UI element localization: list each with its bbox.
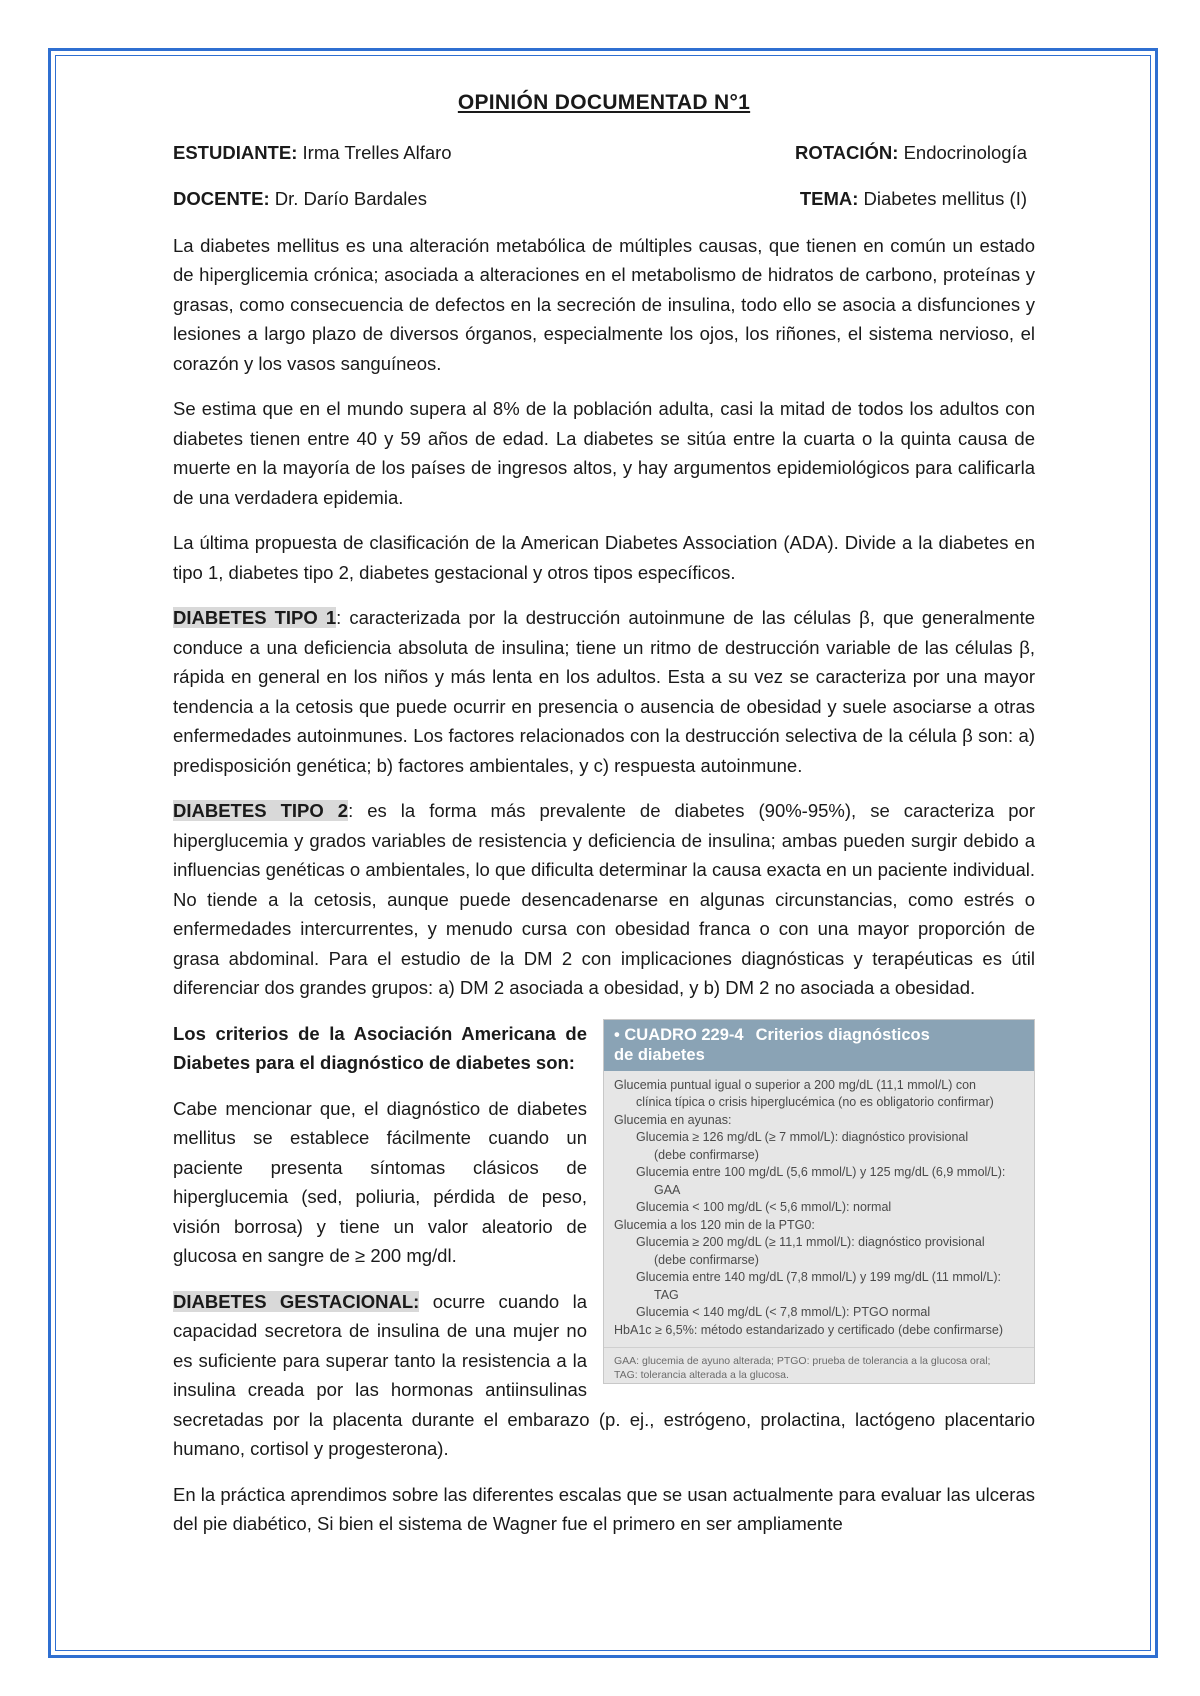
figure-footnote-line: GAA: glucemia de ayuno alterada; PTGO: prueba de tolerancia a la glucosa oral; [614,1355,991,1367]
paragraph-criteria: Cabe mencionar que, el diagnóstico de diabetes mellitus se establece fácilmente cuando un paciente presenta síntomas clásicos de hiperglucemia (sed, poliuria, pérdida de peso, visión borrosa) y tiene un valor aleatorio de glucosa en sangre de ≥ 200 mg/dl. [173,1097,587,1266]
figure-line: (debe confirmarse) [654,1252,759,1267]
figure-line: Glucemia < 140 mg/dL (< 7,8 mmol/L): PTGO normal [636,1305,931,1319]
gestational-label: DIABETES GESTACIONAL: [173,1290,420,1312]
figure-title: Criterios diagnósticos [755,1025,930,1044]
figure-line: (debe confirmarse) [654,1147,759,1162]
paragraph-classification: La última propuesta de clasificación de la American Diabetes Association (ADA). Divide a la diabetes en tipo 1, diabetes tipo 2, diabetes gestacional y otros tipos específicos. [173,532,1035,583]
figure-line: TAG [654,1287,679,1302]
figure-line: Glucemia ≥ 200 mg/dL (≥ 11,1 mmol/L): diagnóstico provisional [636,1235,985,1249]
document-title: OPINIÓN DOCUMENTAD N°1 [457,91,751,114]
student-field [173,138,452,168]
figure-line: Glucemia entre 100 mg/dL (5,6 mmol/L) y 125 mg/dL (6,9 mmol/L): [636,1165,1006,1179]
topic-label: TEMA: [799,188,859,209]
criteria-section [173,1019,1035,1480]
type-2-text: : es la forma más prevalente de diabetes (90%-95%), se caracteriza por hiperglucemia y grados variables de resistencia y deficiencia de insulina; ambas pueden surgir debido a influencias genéticas o ambientales, lo que dificulta determinar la causa exacta en un paciente individual. No tiende a la cetosis, aunque puede desencadenarse en algunas circunstancias, como estrés o enfermedades intercurrentes, y menudo cursa con obesidad franca o con una mayor proporción de grasa abdominal. Para el estudio de la DM 2 con implicaciones diagnósticas y terapéuticas es útil diferenciar dos grandes grupos: a) DM 2 asociada a obesidad, y b) DM 2 no asociada a obesidad. [173,800,1036,998]
meta-row-1 [173,138,1035,168]
teacher-label: DOCENTE: [173,188,270,209]
paragraph-type-1 [173,603,1035,780]
type-1-text: : caracterizada por la destrucción autoinmune de las células β, que generalmente conduce a una deficiencia absoluta de insulina; tiene un ritmo de destrucción variable de las células β, rápida en general en los niños y más lenta en los adultos. Esta a su vez se caracteriza por una mayor tendencia a la cetosis que puede ocurrir en presencia o ausencia de obesidad y suele asociarse a otras enfermedades autoinmunes. Los factores relacionados con la destrucción selectiva de la célula β son: a) predisposición genética; b) factores ambientales, y c) respuesta autoinmune. [173,607,1036,776]
figure-line: clínica típica o crisis hiperglucémica (no es obligatorio confirmar) [636,1095,994,1109]
figure-footnote [604,1347,1034,1388]
rotation-field [795,138,1035,168]
student-label: ESTUDIANTE: [173,141,298,163]
type-1-label: DIABETES TIPO 1 [173,607,337,628]
figure-line: Glucemia entre 140 mg/dL (7,8 mmol/L) y 199 mg/dL (11 mmol/L): [636,1270,1001,1284]
type-2-label: DIABETES TIPO 2 [173,800,349,821]
figure-body [604,1071,1034,1342]
figure-code: • CUADRO 229-4 [614,1025,744,1044]
figure-line: GAA [654,1182,681,1197]
figure-header [604,1020,1034,1071]
topic-value: Diabetes mellitus (I) [858,188,1027,209]
paragraph-type-2 [173,796,1035,1003]
figure-line: Glucemia en ayunas: [614,1112,732,1127]
figure-line: Glucemia < 100 mg/dL (< 5,6 mmol/L): normal [636,1200,892,1214]
figure-line: Glucemia puntual igual o superior a 200 mg/dL (11,1 mmol/L) con [614,1077,976,1092]
meta-row-2 [173,184,1035,214]
diagnostic-criteria-figure [603,1019,1035,1384]
paragraph-practice: En la práctica aprendimos sobre las diferentes escalas que se usan actualmente para evaluar las ulceras del pie diabético, Si bien el sistema de Wagner fue el primero en ser ampliamente [173,1483,1035,1534]
teacher-value: Dr. Darío Bardales [269,188,427,209]
figure-line: Glucemia a los 120 min de la PTG0: [614,1217,815,1232]
figure-title-line-2: de diabetes [614,1045,705,1064]
rotation-value: Endocrinología [898,141,1027,163]
teacher-field [173,184,427,214]
gestational-text: ocurre cuando la capacidad secretora de insulina de una mujer no es suficiente para superar tanto la resistencia a la insulina creada por las hormonas antiinsulinas secretadas por la placenta durante el embarazo (p. ej., estrógeno, prolactina, lactógeno placentario humano, cortisol y progesterona). [173,1290,1035,1459]
figure-line: HbA1c ≥ 6,5%: método estandarizado y certificado (debe confirmarse) [614,1322,1003,1337]
student-value: Irma Trelles Alfaro [297,141,452,163]
topic-field [800,184,1035,214]
document-body [173,88,1035,1555]
criteria-heading-text: Los criterios de la Asociación Americana de Diabetes para el diagnóstico de diabetes son: [173,1022,587,1073]
paragraph-epidemiology: Se estima que en el mundo supera al 8% de la población adulta, casi la mitad de todos los adultos con diabetes tienen entre 40 y 59 años de edad. La diabetes se sitúa entre la cuarta o la quinta causa de muerte en la mayoría de los países de ingresos altos, y hay argumentos epidemiológicos para calificarla de una verdadera epidemia. [173,398,1035,508]
paragraph-definition: La diabetes mellitus es una alteración metabólica de múltiples causas, que tienen en común un estado de hiperglicemia crónica; asociada a alteraciones en el metabolismo de hidratos de carbono, proteínas y grasas, como consecuencia de defectos en la secreción de insulina, todo ello se asocia a disfunciones y lesiones a largo plazo de diversos órganos, especialmente los ojos, los riñones, el sistema nervioso, el corazón y los vasos sanguíneos. [173,234,1035,374]
figure-footnote-line: TAG: tolerancia alterada a la glucosa. [614,1369,789,1381]
rotation-label: ROTACIÓN: [794,141,899,163]
figure-line: Glucemia ≥ 126 mg/dL (≥ 7 mmol/L): diagnóstico provisional [636,1130,969,1144]
